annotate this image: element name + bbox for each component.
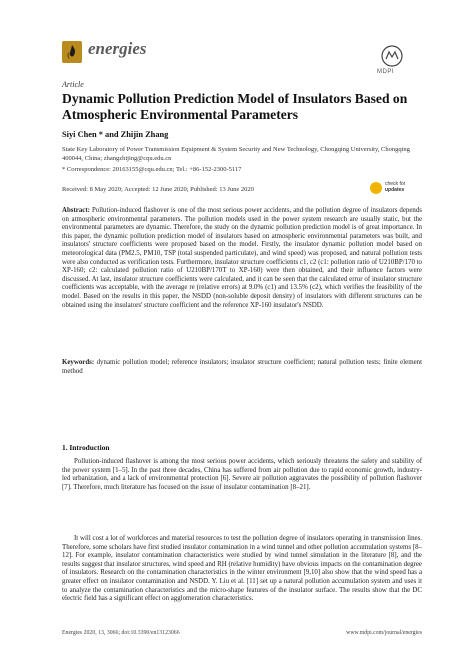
article-type: Article xyxy=(62,80,84,89)
footer-url[interactable]: www.mdpi.com/journal/energies xyxy=(346,630,422,636)
publication-dates: Received: 8 May 2020; Accepted: 12 June 2020; Published: 13 June 2020 xyxy=(62,186,254,193)
author-list: Siyi Chen * and Zhijin Zhang xyxy=(62,130,169,139)
affiliation: State Key Laboratory of Power Transmission Equipment & System Security and New Technology, Chongqing University, Chongqing 400044, China; zhangzhijing@cqu.edu.cn xyxy=(62,146,410,162)
footer-citation: Energies 2020, 13, 3066; doi:10.3390/en13123066 xyxy=(62,630,180,636)
keywords-text: dynamic pollution model; reference insulators; insulator structure coefficient; natural pollution tests; finite element method xyxy=(62,359,422,375)
energies-flame-icon xyxy=(62,41,82,63)
intro-paragraph-2: It will cost a lot of workforces and material resources to test the pollution degree of insulators operating in transmission lines. Therefore, some scholars have first studied insulator contamination in a wind tunnel and other pollution accumulation systems [8–12]. For example, insulator contamination characteristics were studied by wind tunnel simulation in the literature [8], and the results suggest that insulator structures, wind speed and RH (relative humidity) have obvious impacts on the contamination degree of insulators. Research on the contamination characteristics in the winter environment [9,10] also show that the wind speed has a greater effect on insulator contamination and NSDD. Y. Liu et al. [11] set up a natural pollution accumulation system and uses it to analyze the contamination characteristics and the micro-shape features of the insulator surface. The results show that the DC electric field has a significant effect on agglomeration characteristics. xyxy=(62,535,422,603)
journal-name: energies xyxy=(88,39,147,58)
section-heading: 1. Introduction xyxy=(62,443,110,452)
keywords xyxy=(62,359,422,376)
abstract xyxy=(62,207,422,310)
mdpi-logo-icon xyxy=(380,44,404,68)
paper-title: Dynamic Pollution Prediction Model of Insulators Based on Atmospheric Environmental Parameters xyxy=(62,91,408,122)
update-check-icon xyxy=(370,182,382,194)
check-updates-line1: check for xyxy=(385,181,406,187)
correspondence: * Correspondence: 20163155@cqu.edu.cn; Tel.: +86-152-2300-5117 xyxy=(62,166,242,173)
intro-paragraph-1: Pollution-induced flashover is among the most serious power accidents, which seriously threatens the safety and stability of the power system [1–5]. In the past three decades, China has suffered from air pollution due to rapid economic growth, industry-led urbanization, and a lack of environmental protection [6]. Severe air pollution aggravates the possibility of pollution flashover [7]. Therefore, much literature has focused on the issue of insulator contamination [8–21]. xyxy=(62,458,422,491)
publisher-name: MDPI xyxy=(377,69,394,75)
check-for-updates-badge[interactable] xyxy=(370,180,420,200)
check-updates-line2: updates xyxy=(385,187,405,193)
abstract-text: Pollution-induced flashover is one of the most serious power accidents, and the pollution degree of insulators depends on atmospheric environmental parameters. The pollution models used in the power system research are usually static, but the environmental parameters are dynamic. Therefore, the study on the dynamic pollution prediction model is of great importance. In this paper, the dynamic pollution prediction model of insulators based on atmospheric environmental parameters was built, and insulators' structure coefficients were proposed based on the model. Firstly, the insulator dynamic pollution model based on meteorological data (PM2.5, PM10, TSP (total suspended particulate), and wind speed) was proposed, and natural pollution tests were also conducted as verification tests. Furthermore, insulator structure coefficients c1, c2 (c1: pollution ratio of U210BP/170 to XP-160; c2: calculated pollution ratio of U210BP/170T to XP-160) were then obtained, and their influence factors were discussed. At last, insulator structure coefficients were calculated, and it can be seen that the calculated error of insulator structure coefficients was acceptable, with the average re (relative errors) at 9.0% (c1) and 13.5% (c2), which verifies the feasibility of the model. Based on the results in this paper, the NSDD (non-soluble deposit density) of insulators with different structures can be obtained using the insulators' structure coefficient and the reference XP-160 insulator's NSDD. xyxy=(62,207,423,309)
keywords-label: Keywords: xyxy=(62,359,95,366)
abstract-label: Abstract: xyxy=(62,207,90,214)
